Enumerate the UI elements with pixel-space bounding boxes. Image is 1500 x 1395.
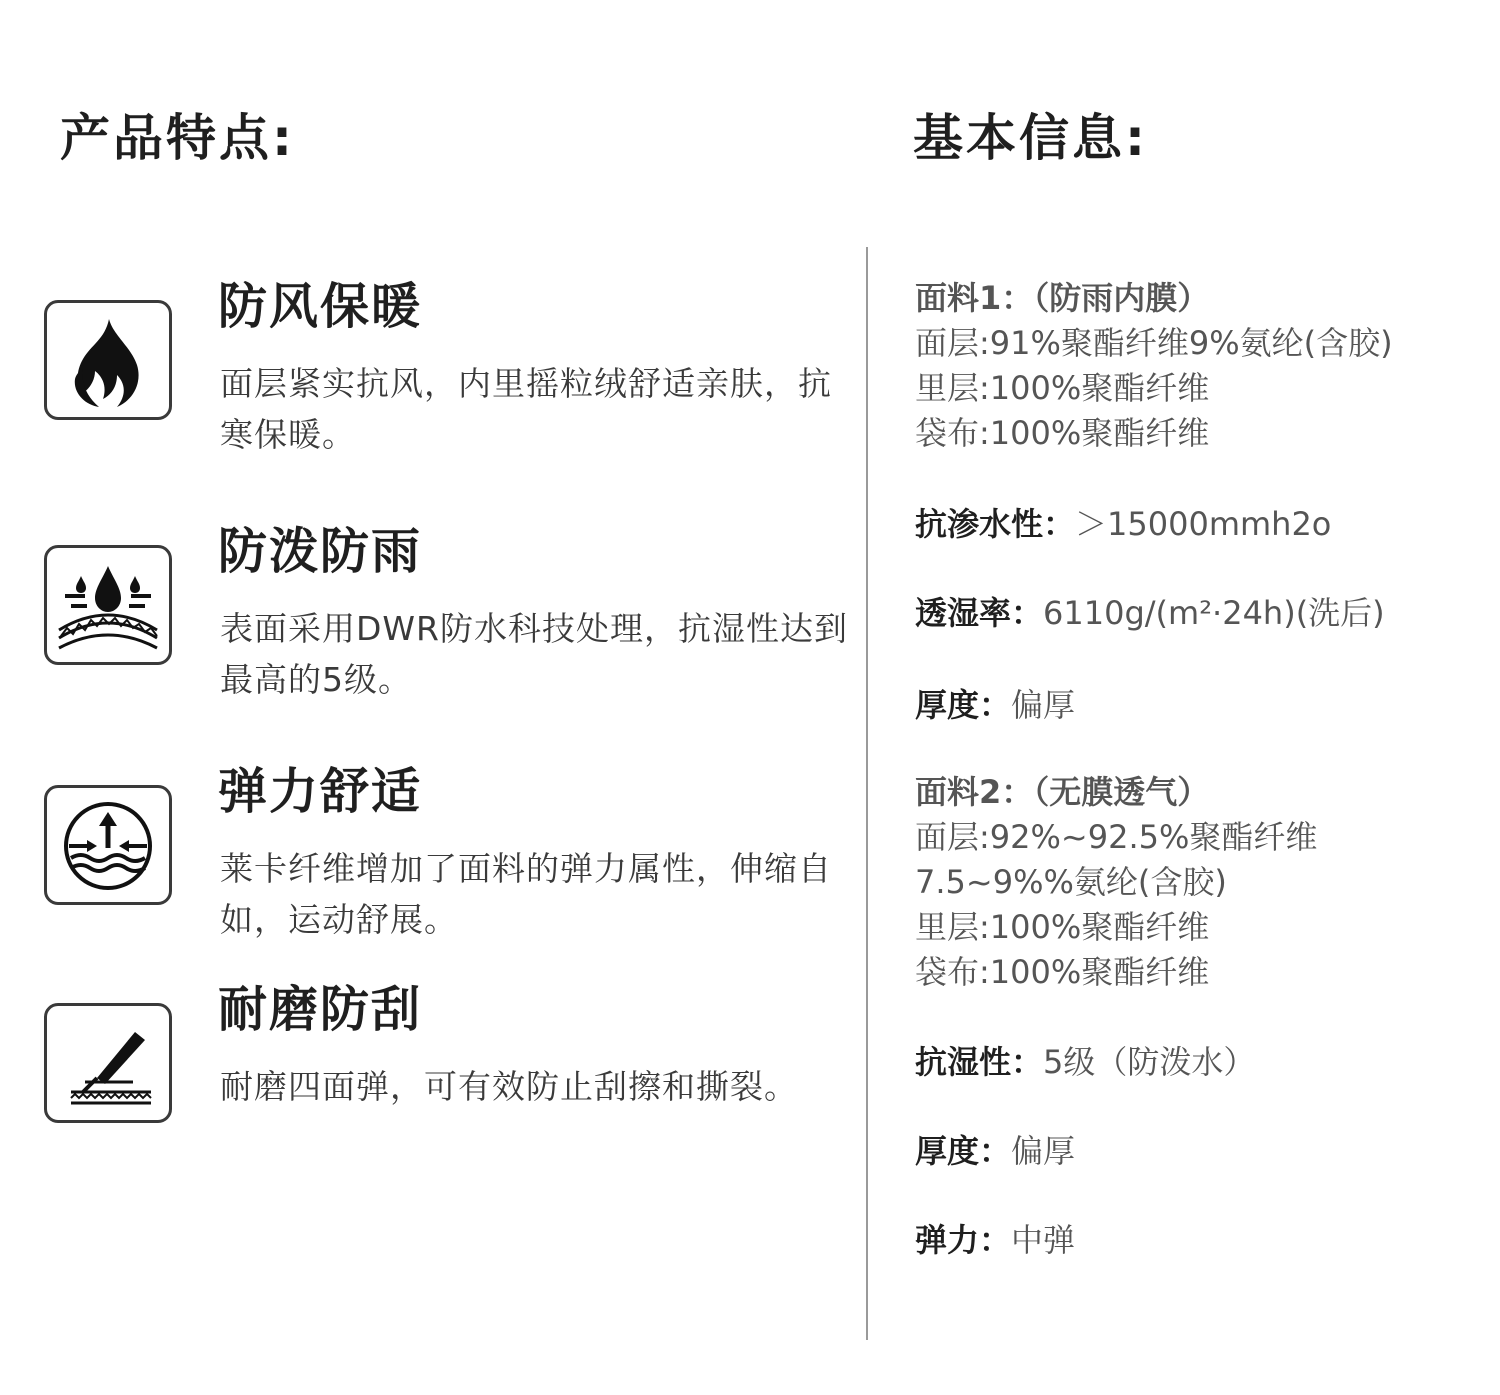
fabric2-outer: 面层:92%~92.5%聚酯纤维 <box>915 818 1318 856</box>
waterproof-label: 抗渗水性： <box>915 505 1076 543</box>
fabric2-lining: 里层:100%聚酯纤维 <box>915 908 1210 946</box>
thickness1-label: 厚度： <box>915 686 1012 724</box>
moisture-value: 5级（防泼水） <box>1043 1043 1256 1081</box>
water-drop-icon <box>44 545 172 665</box>
waterproof-value: ＞15000mmh2o <box>1075 505 1332 543</box>
fabric1-block <box>915 276 1475 456</box>
thickness2-value: 偏厚 <box>1011 1132 1076 1170</box>
waterproof-row <box>915 502 1475 547</box>
feature-description: 面层紧实抗风，内里摇粒绒舒适亲肤，抗寒保暖。 <box>220 364 832 454</box>
stretch-icon <box>44 785 172 905</box>
breathability-row <box>915 591 1475 636</box>
feature-water-repellent <box>44 523 854 745</box>
fabric1-label: 面料1：（防雨内膜） <box>915 279 1210 317</box>
feature-abrasion-resistant <box>44 981 854 1203</box>
fabric2-pocket: 袋布:100%聚酯纤维 <box>915 953 1210 991</box>
fabric2-label: 面料2：（无膜透气） <box>915 773 1210 811</box>
moisture-label: 抗湿性： <box>915 1043 1044 1081</box>
feature-windproof <box>44 278 854 500</box>
breathability-label: 透湿率： <box>915 594 1044 632</box>
column-divider <box>866 247 868 1340</box>
elasticity-row <box>915 1218 1475 1263</box>
moisture-row <box>915 1040 1475 1085</box>
elasticity-value: 中弹 <box>1011 1221 1076 1259</box>
info-section-title: 基本信息: <box>913 109 1148 167</box>
feature-description: 耐磨四面弹，可有效防止刮擦和撕裂。 <box>220 1067 798 1106</box>
elasticity-label: 弹力： <box>915 1221 1012 1259</box>
thickness1-value: 偏厚 <box>1011 686 1076 724</box>
feature-title: 防泼防雨 <box>218 523 423 580</box>
feature-description: 表面采用DWR防水科技处理，抗湿性达到最高的5级。 <box>220 609 848 699</box>
feature-description: 莱卡纤维增加了面料的弹力属性，伸缩自如，运动舒展。 <box>220 849 832 939</box>
thickness2-label: 厚度： <box>915 1132 1012 1170</box>
breathability-value: 6110g/(m²·24h)(洗后) <box>1043 594 1385 632</box>
fabric2-spandex: 7.5~9%%氨纶(含胶) <box>915 863 1227 901</box>
feature-title: 弹力舒适 <box>218 763 423 820</box>
thickness2-row <box>915 1129 1475 1174</box>
feature-stretch <box>44 763 854 985</box>
fabric1-pocket: 袋布:100%聚酯纤维 <box>915 414 1210 452</box>
thickness1-row <box>915 683 1475 728</box>
blade-icon <box>44 1003 172 1123</box>
features-section-title: 产品特点: <box>60 109 295 167</box>
flame-icon <box>44 300 172 420</box>
fabric1-lining: 里层:100%聚酯纤维 <box>915 369 1210 407</box>
fabric1-outer: 面层:91%聚酯纤维9%氨纶(含胶) <box>915 324 1393 362</box>
feature-title: 防风保暖 <box>218 278 423 335</box>
feature-title: 耐磨防刮 <box>218 981 423 1038</box>
fabric2-block <box>915 770 1475 995</box>
